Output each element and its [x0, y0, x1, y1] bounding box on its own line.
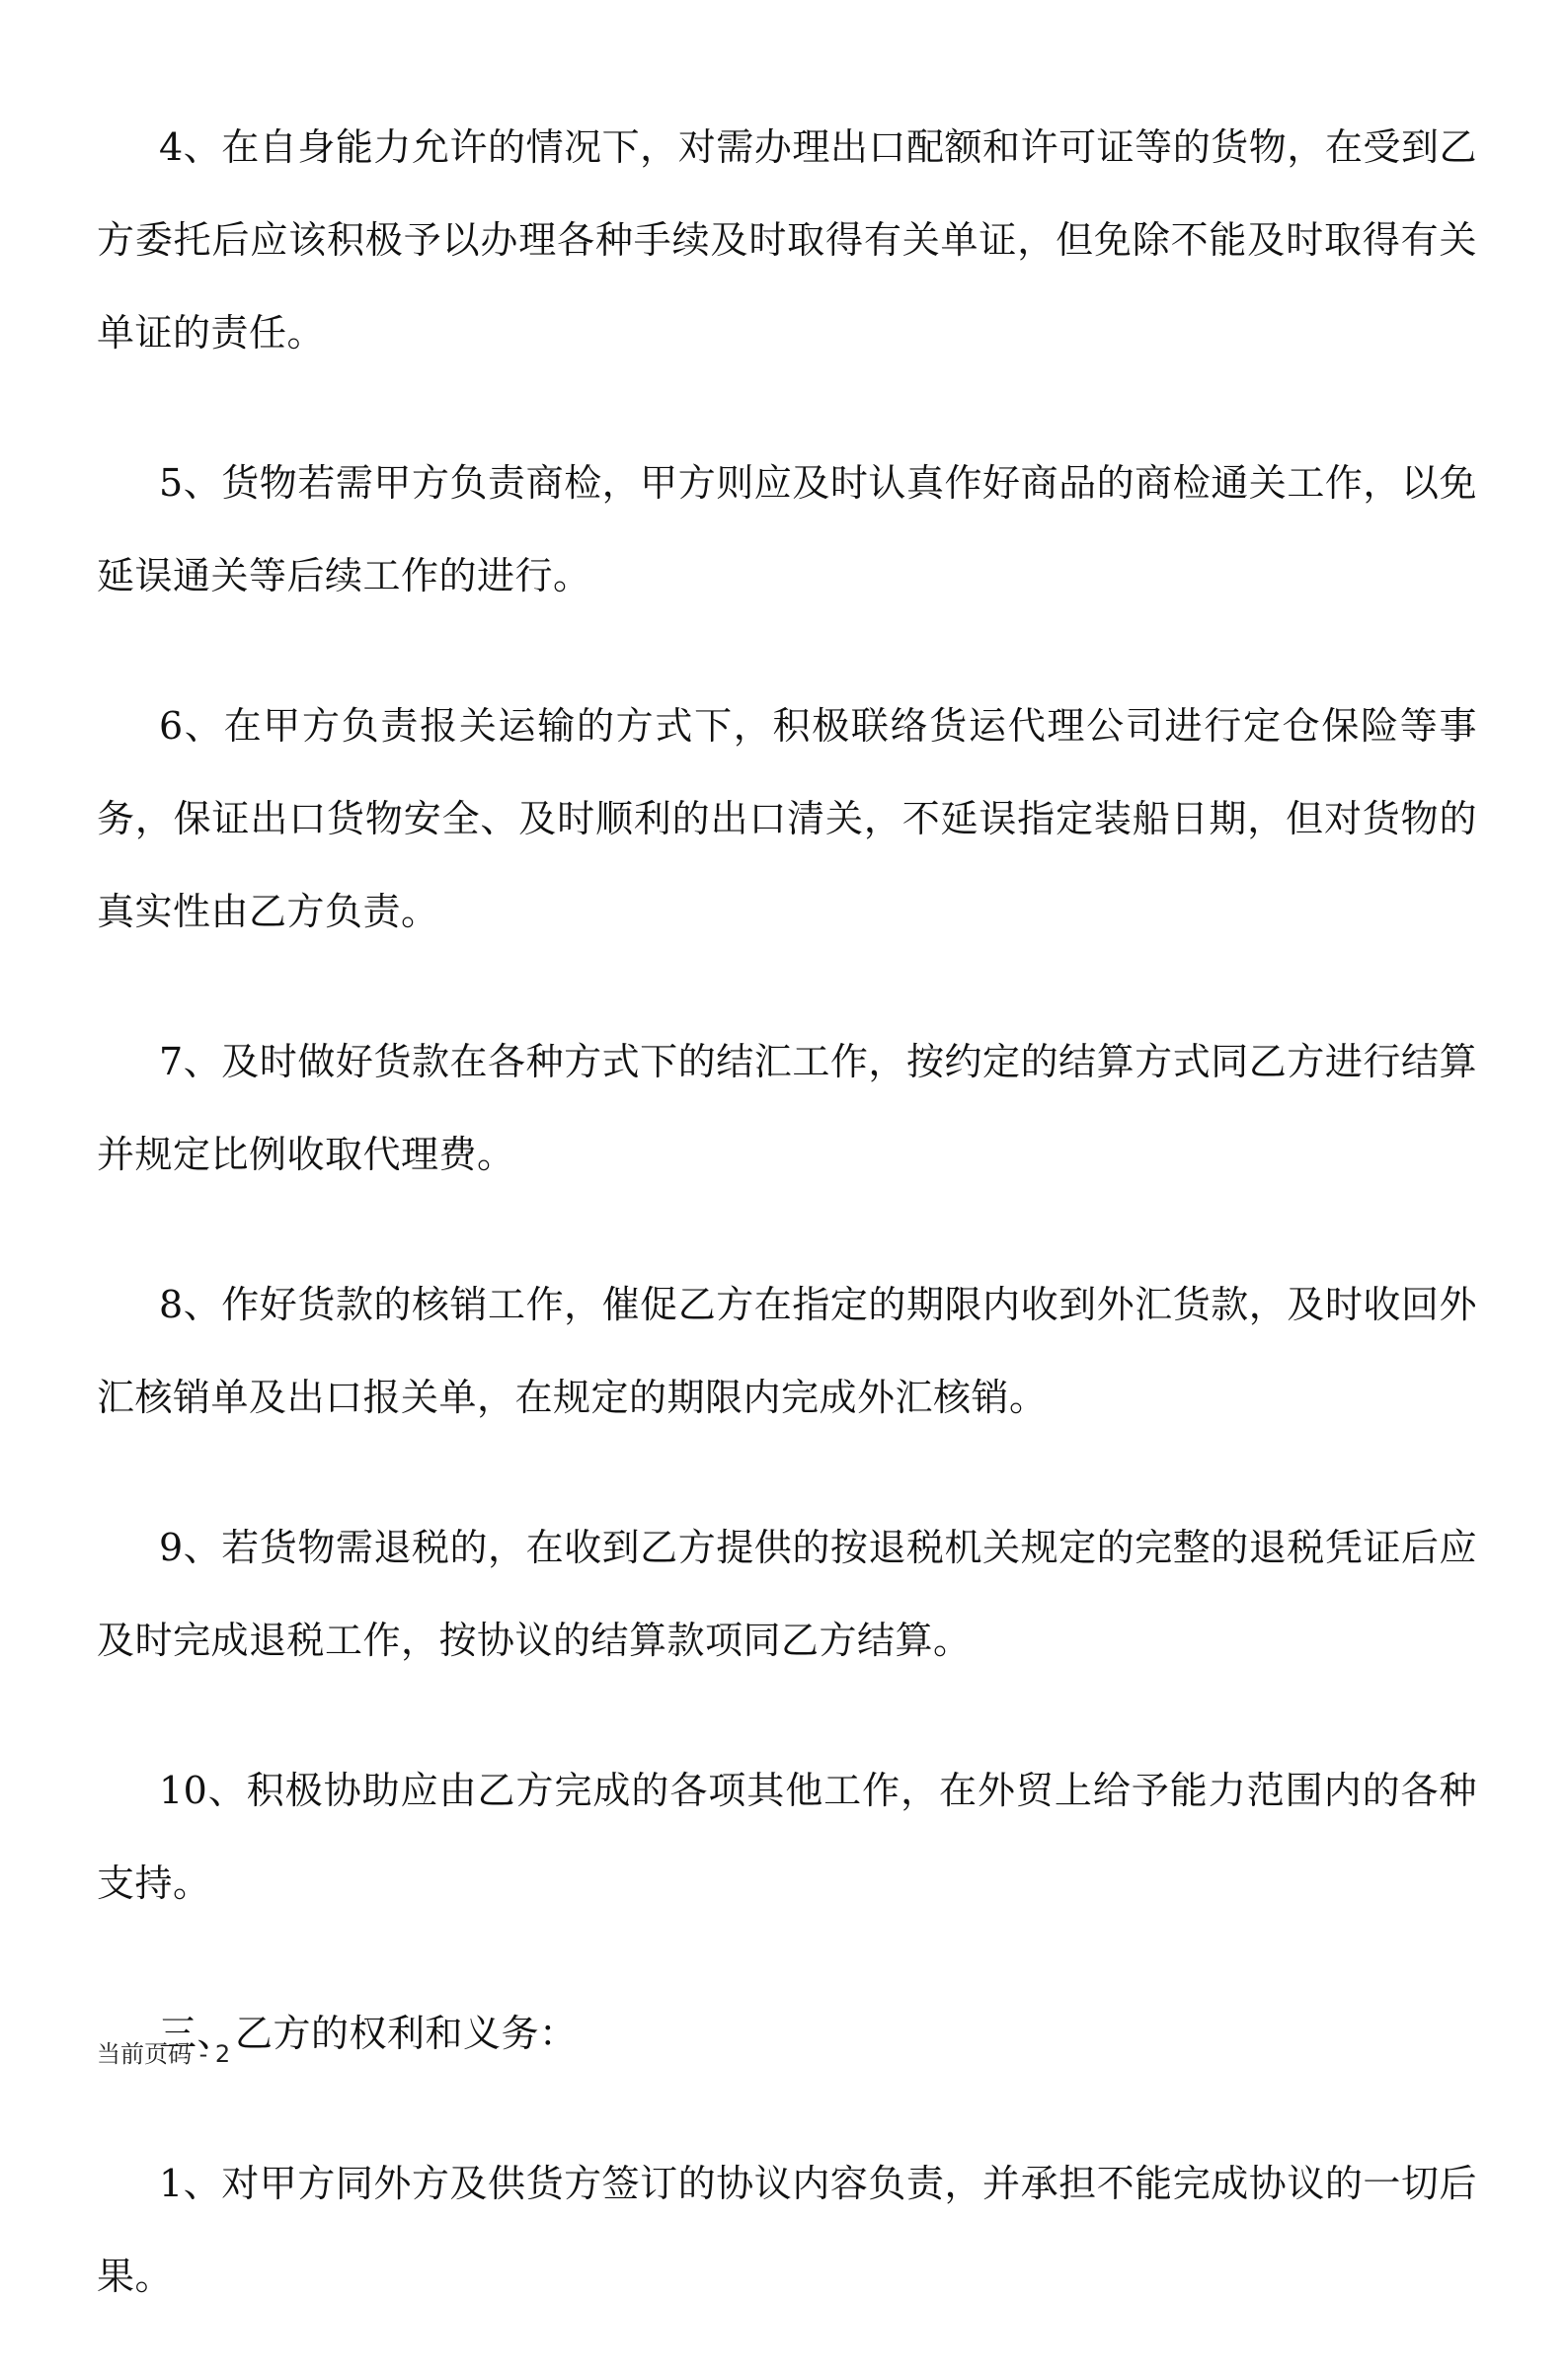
- paragraph-item-9: 9、若货物需退税的，在收到乙方提供的按退税机关规定的完整的退税凭证后应及时完成退税工作，按协议的结算款项同乙方结算。: [97, 1526, 1477, 1662]
- page-number-footer: 当前页码 - 2: [97, 2040, 231, 2068]
- paragraph-item-8: 8、作好货款的核销工作，催促乙方在指定的期限内收到外汇货款，及时收回外汇核销单及出口报关单，在规定的期限内完成外汇核销。: [97, 1283, 1477, 1419]
- paragraph-item-6: 6、在甲方负责报关运输的方式下，积极联络货运代理公司进行定仓保险等事务，保证出口货物安全、及时顺利的出口清关，不延误指定装船日期，但对货物的真实性由乙方负责。: [97, 704, 1477, 933]
- paragraph-item-7: 7、及时做好货款在各种方式下的结汇工作，按约定的结算方式同乙方进行结算并规定比例收取代理费。: [97, 1040, 1477, 1176]
- paragraph-item-10: 10、积极协助应由乙方完成的各项其他工作，在外贸上给予能力范围内的各种支持。: [97, 1769, 1477, 1905]
- paragraph-item-4: 4、在自身能力允许的情况下，对需办理出口配额和许可证等的货物，在受到乙方委托后应该积极予以办理各种手续及时取得有关单证，但免除不能及时取得有关单证的责任。: [97, 125, 1477, 355]
- paragraph-item-party-b-1: 1、对甲方同外方及供货方签订的协议内容负责，并承担不能完成协议的一切后果。: [97, 2162, 1477, 2298]
- section-heading: 三、乙方的权利和义务：: [159, 2012, 578, 2055]
- paragraph-item-5: 5、货物若需甲方负责商检，甲方则应及时认真作好商品的商检通关工作，以免延误通关等后续工作的进行。: [97, 461, 1477, 597]
- document-body: [97, 101, 1477, 2380]
